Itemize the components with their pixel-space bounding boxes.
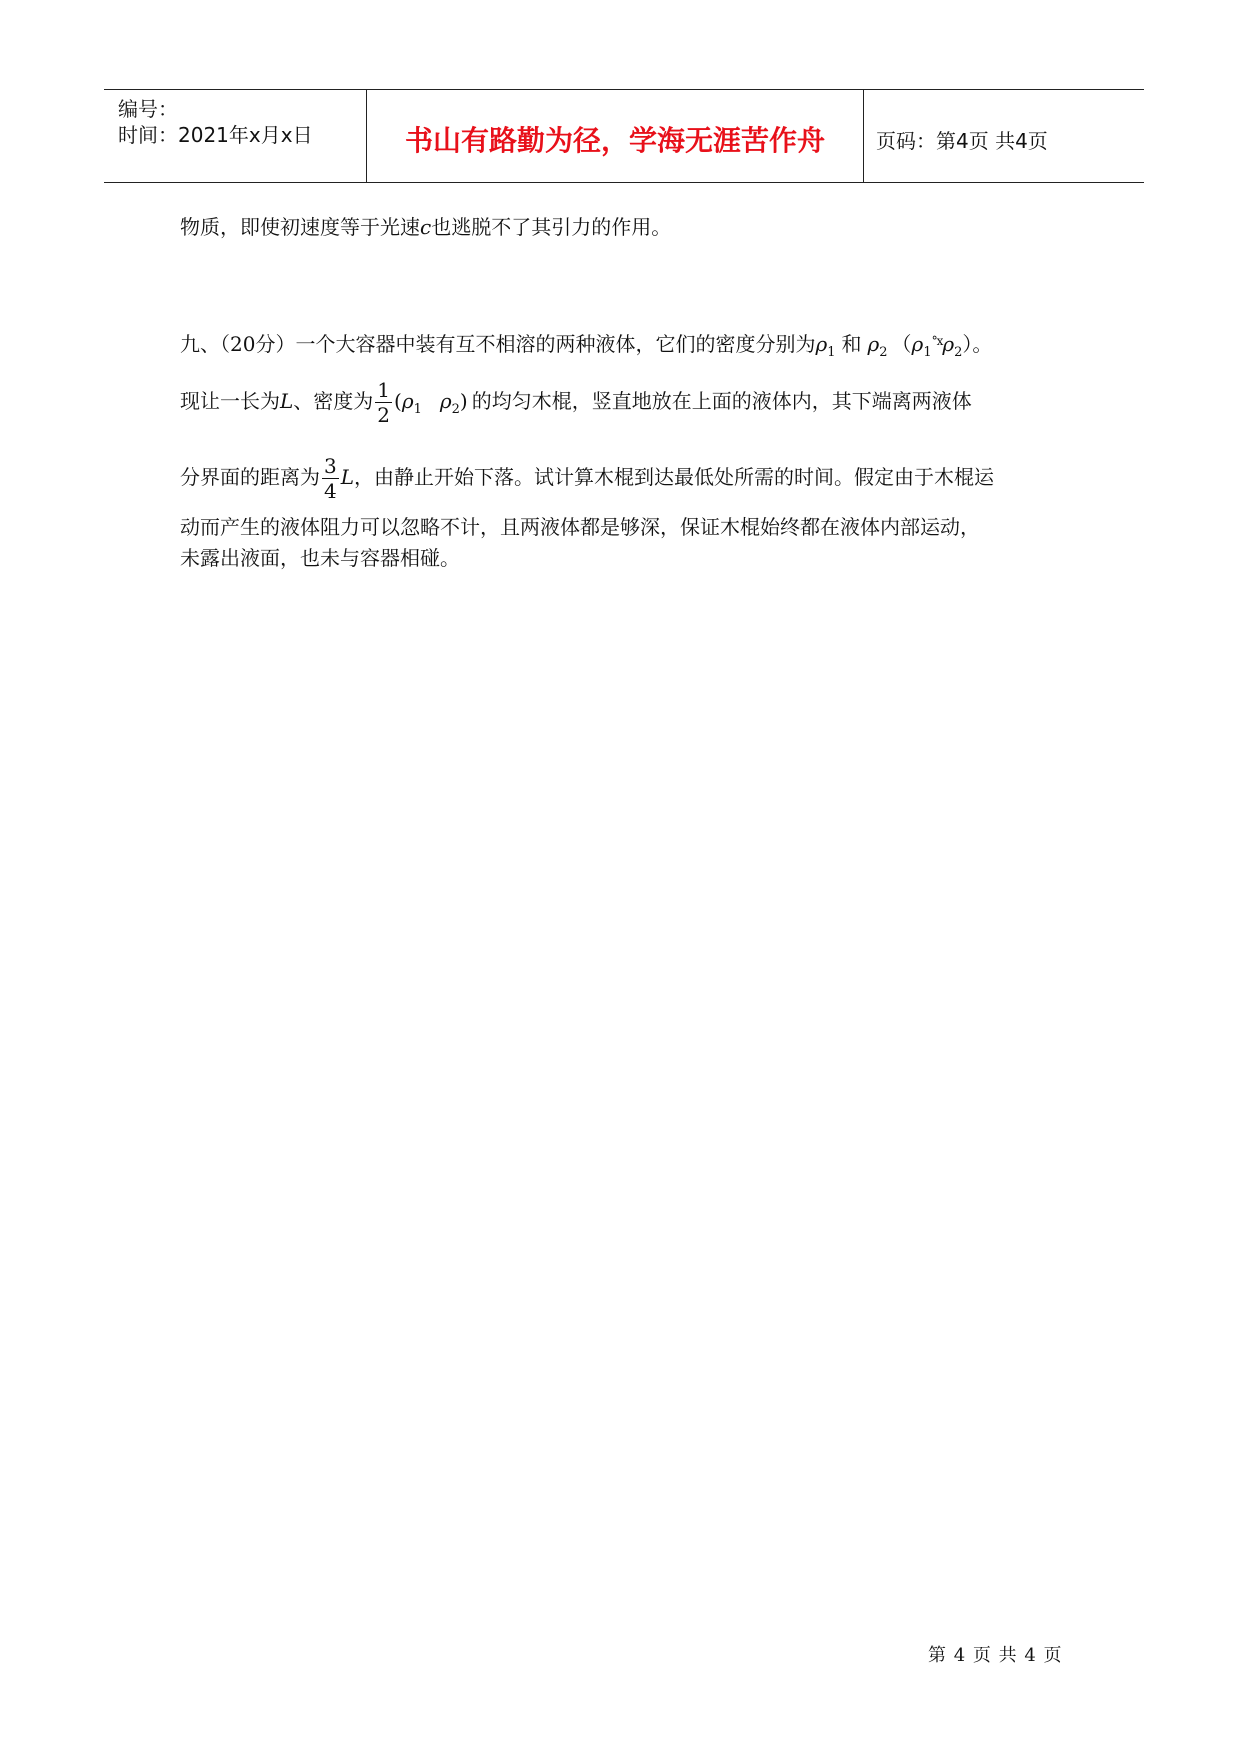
length-symbol: L: [280, 389, 294, 413]
speed-of-light-symbol: c: [420, 215, 432, 239]
line-2-density-text: 、密度为: [293, 389, 374, 413]
line-3-start: 分界面的距离为: [180, 465, 320, 489]
header-page-cell: [862, 90, 1144, 182]
rho-2-in-expr: $\rho_2$: [439, 389, 460, 417]
relation-symbol: °x: [931, 334, 943, 348]
page-header: [104, 89, 1144, 183]
question-9-intro: 九、（20分）一个大容器中装有互不相溶的两种液体，它们的密度分别为: [180, 332, 816, 356]
header-motto-cell: [366, 90, 864, 182]
rho-1-symbol: $\rho_1$: [815, 332, 836, 360]
rho-2-symbol: $\rho_2$: [867, 332, 888, 360]
rho-1-compare: $\rho_1$: [911, 332, 932, 360]
line-4-text: 动而产生的液体阻力可以忽略不计，且两液体都是够深，保证木棍始终都在液体内部运动，: [180, 515, 980, 539]
header-info-cell: [104, 90, 366, 182]
and-text: 和: [841, 332, 862, 356]
date-label: 时间：2021年x月x日: [118, 123, 313, 147]
line-2-start: 现让一长为: [180, 389, 280, 413]
question-9-line-4: [180, 515, 980, 539]
line-2-end: 的均匀木棍，竖直地放在上面的液体内，其下端离两液体: [471, 389, 972, 413]
question-9-line-1: [180, 329, 992, 365]
right-paren: ): [459, 389, 468, 413]
left-paren: (: [394, 389, 402, 413]
question-9-line-2: [180, 380, 972, 425]
paren-open: （: [891, 332, 912, 356]
page-footer: 第 4 页 共 4 页: [928, 1645, 1063, 1666]
length-symbol-2: L: [340, 465, 355, 489]
line-3-end: ，由静止开始下落。试计算木棍到达最低处所需的时间。假定由于木棍运: [354, 465, 995, 489]
continuation-text: 物质，即使初速度等于光速: [180, 215, 420, 239]
page-number-label: 页码：第4页 共4页: [876, 129, 1048, 153]
fraction-one-half: $\frac{1}{2}$: [377, 378, 391, 427]
question-9-line-3: [180, 456, 994, 501]
continuation-end-text: 也逃脱不了其引力的作用。: [431, 215, 672, 239]
motto-text: 书山有路勤为径，学海无涯苦作舟: [404, 124, 825, 157]
number-label: 编号：: [118, 97, 178, 121]
rho-1-in-expr: $\rho_1$: [401, 389, 422, 417]
line-5-text: 未露出液面，也未与容器相碰。: [180, 546, 460, 570]
rho-2-compare: $\rho_2$: [942, 332, 963, 360]
continuation-line: [180, 215, 671, 239]
fraction-three-quarters: $\frac{3}{4}$: [324, 454, 337, 503]
paren-close: ）。: [962, 332, 993, 356]
question-9-line-5: [180, 546, 460, 570]
